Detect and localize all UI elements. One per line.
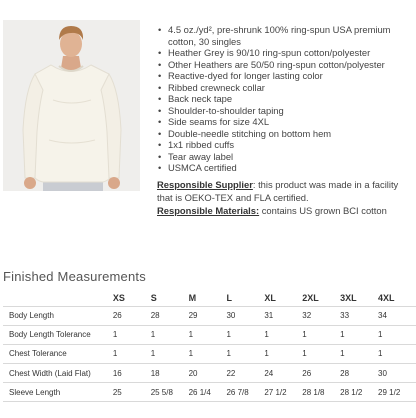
feature-item: • Ribbed crewneck collar	[156, 82, 414, 94]
table-cell: 1	[378, 325, 416, 344]
table-cell: 26 7/8	[226, 383, 264, 402]
table-cell: 1	[264, 344, 302, 363]
feature-item: • Heather Grey is 90/10 ring-spun cotton/polyester	[156, 47, 414, 59]
table-cell: 1	[226, 344, 264, 363]
size-header: XS	[113, 291, 151, 306]
feature-item: • Tear away label	[156, 151, 414, 163]
table-cell: 16	[113, 364, 151, 383]
responsibility-notes	[156, 178, 414, 217]
responsible-supplier-label: Responsible Supplier	[157, 178, 253, 190]
table-cell: 1	[340, 344, 378, 363]
table-cell: 1	[189, 344, 227, 363]
table-cell: 34	[378, 306, 416, 325]
table-cell: 25 5/8	[151, 383, 189, 402]
table-cell: 1	[302, 344, 340, 363]
measurements-table	[3, 291, 416, 402]
row-label: Sleeve Length	[3, 383, 113, 402]
feature-item: • Double-needle stitching on bottom hem	[156, 128, 414, 140]
product-image	[3, 20, 140, 191]
table-cell: 1	[113, 344, 151, 363]
table-cell: 18	[151, 364, 189, 383]
feature-list	[156, 24, 414, 174]
table-cell: 1	[226, 325, 264, 344]
table-cell: 25	[113, 383, 151, 402]
table-cell: 29	[189, 306, 227, 325]
table-row	[3, 325, 416, 344]
table-cell: 26	[302, 364, 340, 383]
feature-item: • Back neck tape	[156, 93, 414, 105]
size-header: 2XL	[302, 291, 340, 306]
table-cell: 28	[340, 364, 378, 383]
table-cell: 26	[113, 306, 151, 325]
table-row	[3, 364, 416, 383]
feature-item: • USMCA certified	[156, 162, 414, 174]
table-cell: 29 1/2	[378, 383, 416, 402]
table-cell: 30	[378, 364, 416, 383]
table-cell: 28 1/2	[340, 383, 378, 402]
size-header: S	[151, 291, 189, 306]
feature-item: • Reactive-dyed for longer lasting color	[156, 70, 414, 82]
feature-item: • 4.5 oz./yd², pre-shrunk 100% ring-spun USA premium cotton, 30 singles	[156, 24, 414, 47]
table-row	[3, 306, 416, 325]
responsible-supplier-text: : this product was made in a facility that is OEKO-TEX and FLA certified.	[157, 178, 399, 203]
feature-item: • Side seams for size 4XL	[156, 116, 414, 128]
feature-item: • Shoulder-to-shoulder taping	[156, 105, 414, 117]
table-cell: 1	[151, 344, 189, 363]
table-cell: 1	[378, 344, 416, 363]
table-cell: 1	[302, 325, 340, 344]
table-row	[3, 344, 416, 363]
table-cell: 1	[189, 325, 227, 344]
table-cell: 33	[340, 306, 378, 325]
table-cell: 28 1/8	[302, 383, 340, 402]
row-label: Body Length	[3, 306, 113, 325]
table-cell: 1	[151, 325, 189, 344]
header-blank	[3, 291, 113, 306]
table-cell: 26 1/4	[189, 383, 227, 402]
size-header-row	[3, 291, 416, 306]
table-cell: 27 1/2	[264, 383, 302, 402]
responsible-materials-label: Responsible Materials:	[157, 204, 260, 216]
table-cell: 28	[151, 306, 189, 325]
feature-item: • Other Heathers are 50/50 ring-spun cotton/polyester	[156, 59, 414, 71]
size-header: M	[189, 291, 227, 306]
size-header: L	[226, 291, 264, 306]
row-label: Body Length Tolerance	[3, 325, 113, 344]
table-cell: 20	[189, 364, 227, 383]
table-cell: 31	[264, 306, 302, 325]
table-cell: 1	[264, 325, 302, 344]
responsible-materials-text: contains US grown BCI cotton	[259, 204, 387, 216]
table-cell: 24	[264, 364, 302, 383]
table-cell: 32	[302, 306, 340, 325]
responsible-supplier-note	[156, 178, 414, 204]
size-header: XL	[264, 291, 302, 306]
row-label: Chest Width (Laid Flat)	[3, 364, 113, 383]
size-header: 4XL	[378, 291, 416, 306]
table-cell: 1	[113, 325, 151, 344]
feature-item: • 1x1 ribbed cuffs	[156, 139, 414, 151]
finished-measurements-title: Finished Measurements	[3, 269, 146, 284]
table-cell: 22	[226, 364, 264, 383]
product-features	[156, 24, 414, 217]
table-cell: 30	[226, 306, 264, 325]
table-cell: 1	[340, 325, 378, 344]
responsible-materials-note	[156, 204, 414, 217]
model-in-long-sleeve-shirt-illustration	[3, 20, 140, 191]
table-row	[3, 383, 416, 402]
row-label: Chest Tolerance	[3, 344, 113, 363]
size-header: 3XL	[340, 291, 378, 306]
